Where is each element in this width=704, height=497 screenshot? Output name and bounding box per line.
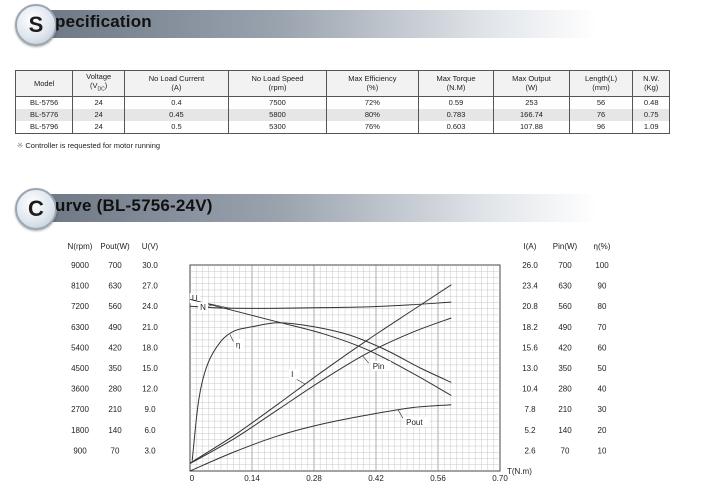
table-cell: 80%	[327, 109, 418, 121]
note-text: Controller is requested for motor running	[25, 141, 161, 150]
table-cell: 5800	[228, 109, 326, 121]
tick-label: 100	[595, 261, 609, 270]
tick-label: 1800	[71, 425, 89, 435]
axis-title-right: I(A)	[523, 242, 537, 251]
tick-label: 6300	[71, 322, 89, 332]
tick-label: 7.8	[524, 405, 536, 415]
table-cell: 0.603	[418, 121, 494, 134]
x-tick-label: 0	[189, 474, 195, 483]
tick-label: 4500	[71, 364, 89, 373]
tick-label: 15.6	[522, 343, 538, 353]
tick-label: 21.0	[142, 322, 158, 332]
tick-label: 40	[597, 384, 607, 394]
tick-label: 7200	[71, 302, 89, 312]
table-header-row	[16, 71, 670, 97]
column-header: N.W. (Kg)	[633, 71, 670, 97]
table-cell: 0.783	[418, 109, 494, 121]
tick-label: 30.0	[142, 261, 158, 270]
banner-letter: S	[28, 12, 44, 37]
tick-label: 27.0	[142, 281, 158, 291]
table-cell: BL-5796	[16, 121, 73, 134]
tick-label: 2.6	[524, 446, 536, 456]
tick-label: 6.0	[144, 425, 156, 435]
table-cell: 76	[569, 109, 633, 121]
table-row	[16, 121, 670, 134]
table-cell: BL-5776	[16, 109, 73, 121]
table-cell: 1.09	[633, 121, 670, 134]
tick-label: 630	[108, 281, 122, 291]
series-label-η: η	[235, 340, 241, 350]
tick-label: 350	[558, 364, 572, 373]
x-tick-label: 0.42	[368, 474, 384, 483]
tick-label: 280	[558, 384, 572, 394]
tick-label: 24.0	[142, 302, 158, 312]
table-body	[16, 96, 670, 133]
axis-title-left: N(rpm)	[67, 242, 93, 251]
table-cell: 5300	[228, 121, 326, 134]
tick-label: 3.0	[144, 446, 156, 456]
specification-table	[15, 70, 670, 134]
table-cell: 0.75	[633, 109, 670, 121]
axis-title-right: η(%)	[593, 242, 611, 251]
column-header: Length(L) (mm)	[569, 71, 633, 97]
table-cell: 56	[569, 96, 633, 109]
table-cell: 96	[569, 121, 633, 134]
series-label-Pout: Pout	[406, 417, 423, 427]
tick-label: 630	[558, 281, 572, 291]
tick-label: 18.2	[522, 322, 538, 332]
x-axis-label: T(N.m)	[507, 467, 532, 476]
table-cell: 0.5	[124, 121, 228, 134]
table-cell: 166.74	[494, 109, 569, 121]
tick-label: 140	[108, 425, 122, 435]
tick-label: 5400	[71, 343, 89, 353]
table-cell: 24	[73, 121, 125, 134]
x-tick-label: 0.28	[306, 474, 322, 483]
table-row	[16, 109, 670, 121]
table-cell: 76%	[327, 121, 418, 134]
specification-banner	[0, 0, 704, 40]
tick-label: 12.0	[142, 384, 158, 394]
column-header: Voltage $(V_{DC})$	[73, 71, 125, 97]
tick-label: 70	[560, 446, 570, 456]
axis-title-right: Pin(W)	[552, 242, 578, 251]
column-header: Max Efficiency (%)	[327, 71, 418, 97]
tick-label: 50	[597, 364, 607, 373]
tick-label: 20	[597, 425, 607, 435]
series-label-N: N	[200, 303, 206, 313]
tick-label: 60	[597, 343, 607, 353]
tick-label: 13.0	[522, 364, 538, 373]
tick-label: 10	[597, 446, 607, 456]
tick-label: 900	[73, 446, 87, 456]
table-cell: 253	[494, 96, 569, 109]
table-cell: 0.48	[633, 96, 670, 109]
axis-title-left: U(V)	[141, 242, 159, 251]
column-header: Max Output (W)	[494, 71, 569, 97]
column-header: Model	[16, 71, 73, 97]
tick-label: 700	[558, 261, 572, 270]
table-cell: 24	[73, 109, 125, 121]
tick-label: 210	[558, 405, 572, 415]
tick-label: 18.0	[142, 343, 158, 353]
tick-label: 280	[108, 384, 122, 394]
tick-label: 420	[558, 343, 572, 353]
table-cell: BL-5756	[16, 96, 73, 109]
tick-label: 9.0	[144, 405, 156, 415]
tick-label: 70	[110, 446, 120, 456]
tick-label: 560	[108, 302, 122, 312]
tick-label: 700	[108, 261, 122, 270]
tick-label: 140	[558, 425, 572, 435]
tick-label: 350	[108, 364, 122, 373]
x-tick-label: 0.70	[492, 474, 508, 483]
tick-label: 420	[108, 343, 122, 353]
x-tick-label: 0.14	[244, 474, 260, 483]
controller-note	[17, 141, 160, 150]
tick-label: 26.0	[522, 261, 538, 270]
tick-label: 90	[597, 281, 607, 291]
tick-label: 5.2	[524, 425, 536, 435]
table-cell: 24	[73, 96, 125, 109]
tick-label: 15.0	[142, 364, 158, 373]
curve-banner	[0, 184, 704, 224]
tick-label: 490	[108, 322, 122, 332]
banner-letter: C	[28, 196, 44, 221]
tick-label: 3600	[71, 384, 89, 394]
table-cell: 0.59	[418, 96, 494, 109]
curve-title: urve (BL-5756-24V)	[55, 196, 213, 215]
table-cell: 107.88	[494, 121, 569, 134]
note-symbol: ※	[17, 141, 24, 150]
column-header: No Load Speed (rpm)	[228, 71, 326, 97]
series-label-U: U	[191, 294, 198, 304]
tick-label: 23.4	[522, 281, 538, 291]
series-label-I: I	[291, 370, 294, 380]
table-cell: 7500	[228, 96, 326, 109]
specification-title: pecification	[55, 12, 152, 31]
table-row	[16, 96, 670, 109]
table-cell: 0.4	[124, 96, 228, 109]
column-header: No Load Current (A)	[124, 71, 228, 97]
tick-label: 80	[597, 302, 607, 312]
tick-label: 210	[108, 405, 122, 415]
tick-label: 560	[558, 302, 572, 312]
tick-label: 490	[558, 322, 572, 332]
table-cell: 0.45	[124, 109, 228, 121]
x-tick-label: 0.56	[430, 474, 446, 483]
tick-label: 10.4	[522, 384, 538, 394]
tick-label: 9000	[71, 261, 89, 270]
series-label-Pin: Pin	[372, 361, 385, 371]
tick-label: 8100	[71, 281, 89, 291]
table-cell: 72%	[327, 96, 418, 109]
performance-curve-chart	[0, 227, 704, 497]
column-header: Max Torque (N.M)	[418, 71, 494, 97]
axis-title-left: Pout(W)	[100, 242, 130, 251]
tick-label: 2700	[71, 405, 89, 415]
tick-label: 70	[597, 322, 607, 332]
tick-label: 20.8	[522, 302, 538, 312]
tick-label: 30	[597, 405, 607, 415]
